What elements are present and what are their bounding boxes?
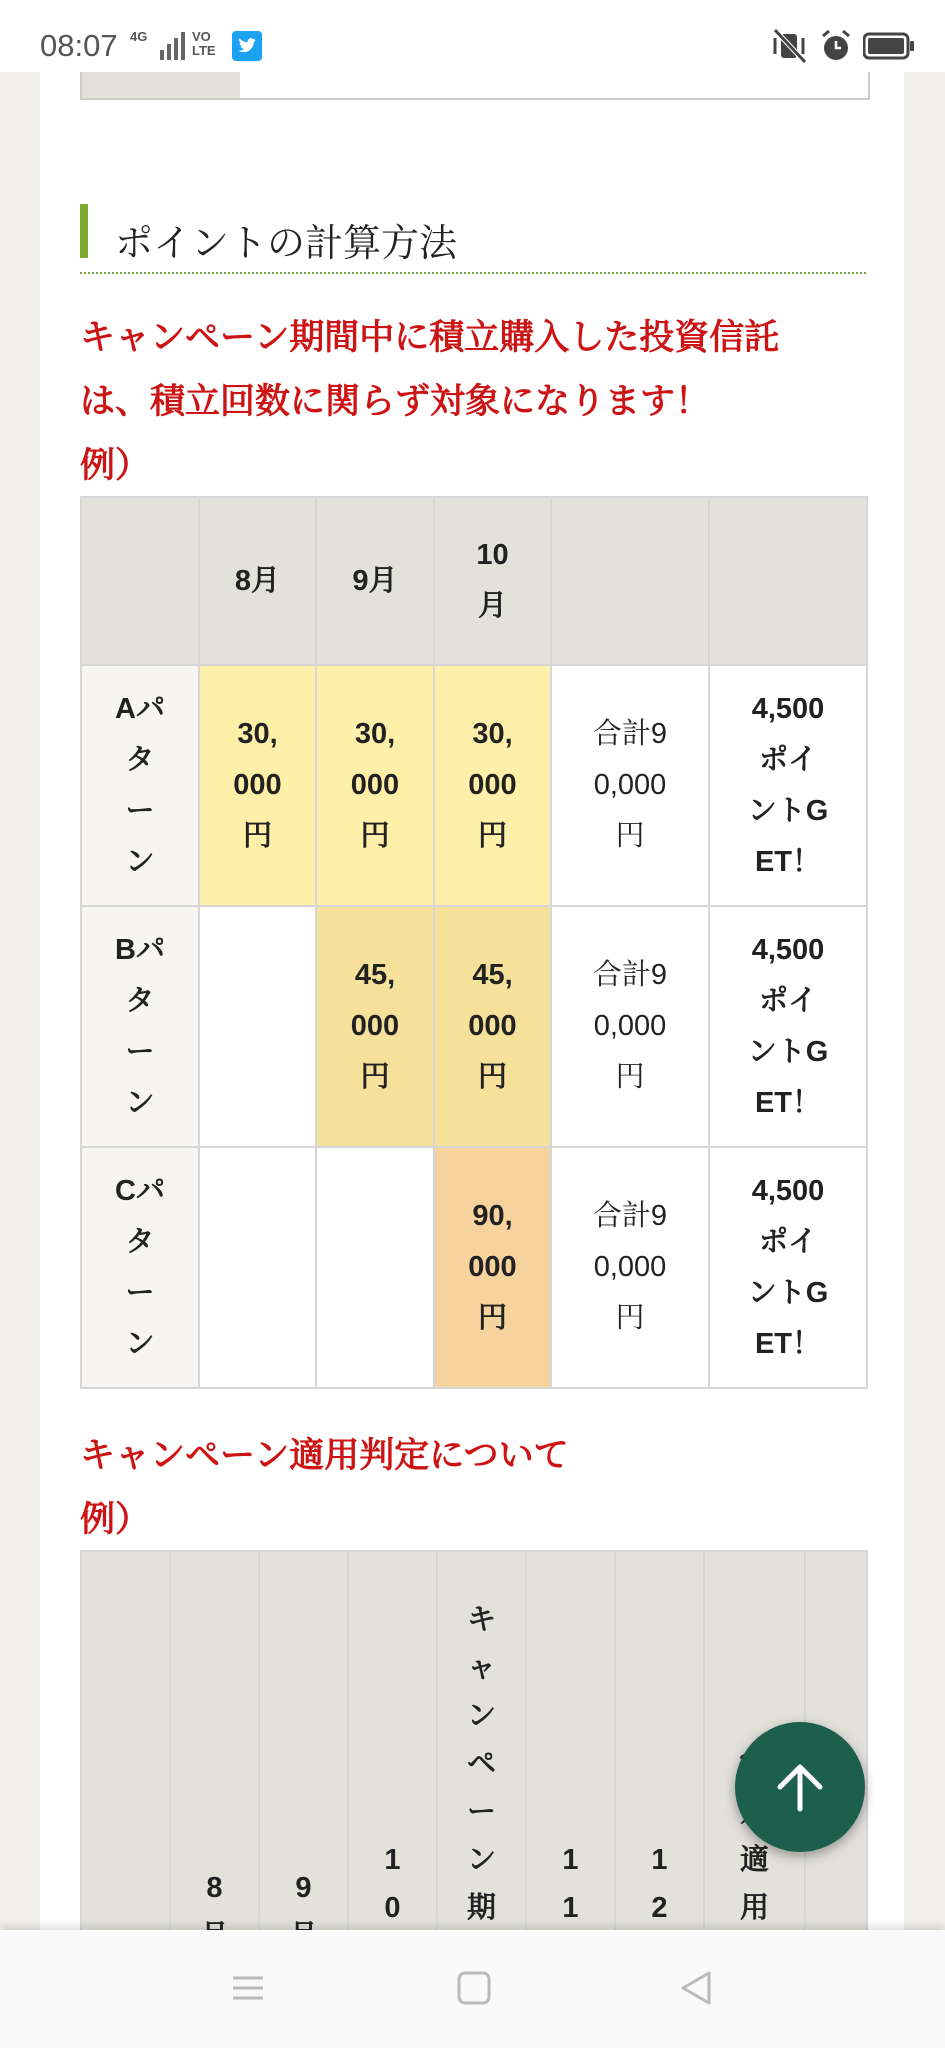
pattern-a-sep: 30, 000 円 <box>316 665 434 906</box>
pattern-a-points: 4,500 ポイ ントG ET！ <box>709 665 867 906</box>
volte-top: VO <box>192 29 211 44</box>
menu-icon[interactable] <box>230 1970 266 2011</box>
table-row-c <box>81 1147 867 1388</box>
signal-icon <box>160 30 186 60</box>
header-cell-aug: 8月 <box>199 497 316 665</box>
header-cell-points <box>709 497 867 665</box>
pattern-a-oct: 30, 000 円 <box>434 665 551 906</box>
pattern-a-total: 合計9 0,000 円 <box>551 665 709 906</box>
battery-icon <box>863 32 915 60</box>
example-label: 例） <box>80 446 151 485</box>
system-nav-bar <box>0 1930 945 2048</box>
pattern-c-points: 4,500 ポイ ントG ET！ <box>709 1147 867 1388</box>
network-type: 4G <box>130 29 148 44</box>
table-row-b <box>81 906 867 1147</box>
section-heading <box>80 192 866 274</box>
header-cell-total <box>551 497 709 665</box>
scroll-to-top-button[interactable] <box>735 1722 865 1852</box>
pattern-a-aug: 30, 000 円 <box>199 665 316 906</box>
header-cell-oct: 10 月 <box>434 497 551 665</box>
previous-table-bottom <box>80 72 870 100</box>
campaign-notice-line-2: は、積立回数に関らず対象になります！ <box>80 382 711 421</box>
j-header-campaign-period: キ ャ ン ペ ー ン 期 <box>437 1551 526 1981</box>
header-cell-empty <box>81 497 199 665</box>
pattern-c-total: 合計9 0,000 円 <box>551 1147 709 1388</box>
heading-accent-bar <box>80 204 88 258</box>
campaign-notice <box>80 306 870 498</box>
back-triangle-icon[interactable] <box>678 1970 714 2011</box>
campaign-judgement <box>80 1424 870 1552</box>
j-header-dec-judgement: 適 用 <box>704 1551 805 1981</box>
j-header-empty <box>81 1551 170 1981</box>
volte-bottom: LTE <box>192 43 216 58</box>
alarm-icon <box>819 29 853 63</box>
table-row-a <box>81 665 867 906</box>
campaign-judgement-heading: キャンペーン適用判定について <box>80 1436 569 1475</box>
example-label-2: 例） <box>80 1500 151 1539</box>
pattern-c-aug <box>199 1147 316 1388</box>
j-header-aug: 8 <box>170 1551 259 1981</box>
pattern-c-sep <box>316 1147 434 1388</box>
pattern-b-points: 4,500 ポイ ントG ET！ <box>709 906 867 1147</box>
status-bar <box>0 0 945 72</box>
j-header-oct: 1 0 <box>348 1551 437 1981</box>
volte-indicator <box>192 30 216 58</box>
j-header-dec: 1 2 <box>615 1551 704 1981</box>
campaign-notice-line-1: キャンペーン期間中に積立購入した投資信託 <box>80 318 780 357</box>
pattern-b-aug <box>199 906 316 1147</box>
pattern-b-oct: 45, 000 円 <box>434 906 551 1147</box>
status-right-icons <box>769 28 915 64</box>
pattern-c-oct: 90, 000 円 <box>434 1147 551 1388</box>
vibrate-mute-icon <box>769 28 809 64</box>
pattern-b-total: 合計9 0,000 円 <box>551 906 709 1147</box>
page-content <box>40 72 904 1932</box>
previous-table-cell <box>82 72 240 98</box>
pattern-b-label: Bパ タ ー ン <box>81 906 199 1147</box>
twitter-icon <box>232 31 262 61</box>
points-calculation-table <box>80 496 868 1389</box>
home-square-icon[interactable] <box>456 1970 492 2011</box>
pattern-c-label: Cパ タ ー ン <box>81 1147 199 1388</box>
pattern-b-sep: 45, 000 円 <box>316 906 434 1147</box>
j-header-sep: 9 <box>259 1551 348 1981</box>
table-header-row <box>81 497 867 665</box>
status-time: 08:07 <box>40 28 118 63</box>
pattern-a-label: Aパ タ ー ン <box>81 665 199 906</box>
j-header-nov: 1 1 <box>526 1551 615 1981</box>
header-cell-sep: 9月 <box>316 497 434 665</box>
section-heading-text: ポイントの計算方法 <box>115 223 458 265</box>
arrow-up-icon <box>768 1755 832 1819</box>
